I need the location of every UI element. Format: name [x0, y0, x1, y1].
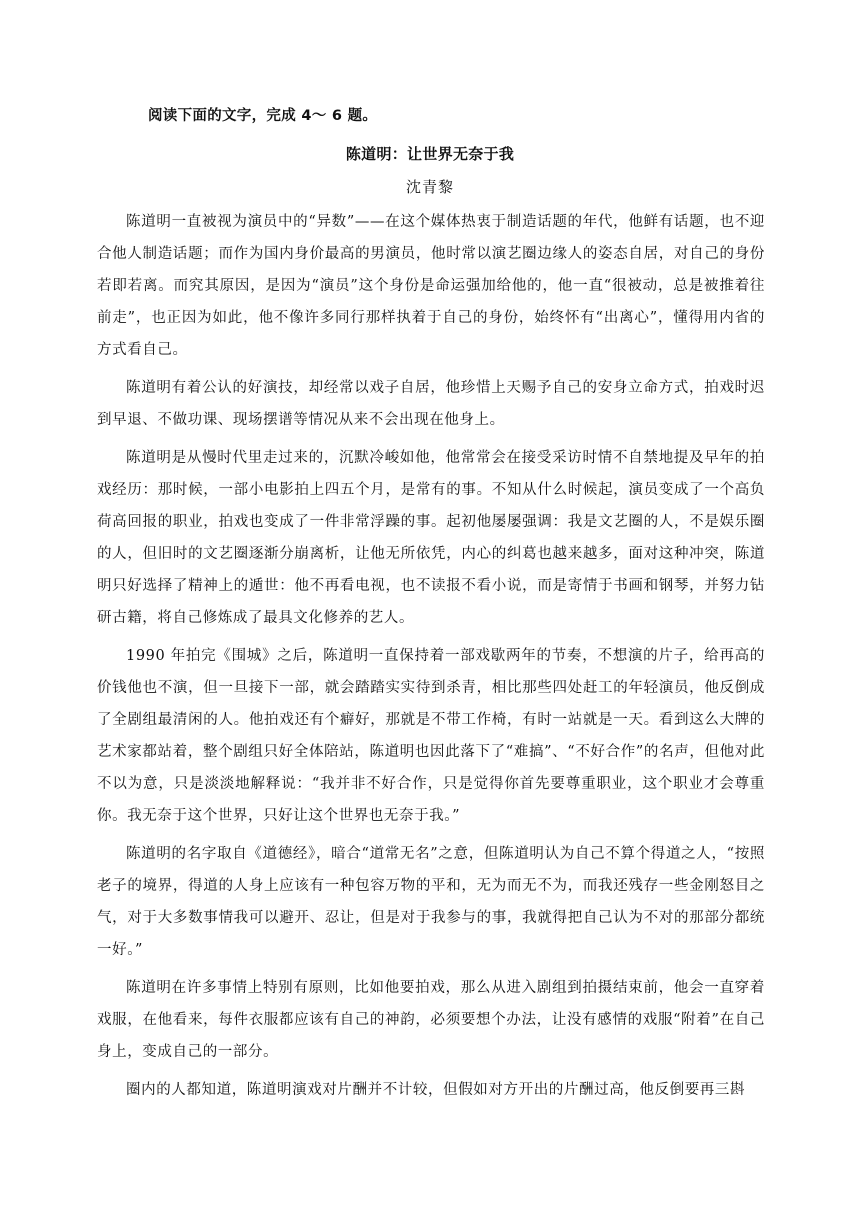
paragraph: 陈道明一直被视为演员中的“异数”——在这个媒体热衷于制造话题的年代，他鲜有话题，也不迎合他人制造话题；而作为国内身价最高的男演员，他时常以演艺圈边缘人的姿态自居，对自己的身份若即若离。而究其原因，是因为“演员”这个身份是命运强加给他的，他一直“很被动，总是被推着往前走”，也正因为如此，他不像许多同行那样执着于自己的身份，始终怀有“出离心”，懂得用内省的方式看自己。 [97, 214, 765, 358]
article-author: 沈青黎 [405, 178, 454, 196]
question-instruction: 阅读下面的文字，完成 4～ 6 题。 [148, 108, 378, 124]
article-title: 陈道明：让世界无奈于我 [345, 145, 515, 163]
paragraph: 陈道明有着公认的好演技，却经常以戏子自居，他珍惜上天赐予自己的安身立命方式，拍戏时迟到早退、不做功课、现场摆谱等情况从来不会出现在他身上。 [97, 380, 765, 428]
article-body [97, 206, 765, 1112]
paragraph: 圈内的人都知道，陈道明演戏对片酬并不计较，但假如对方开出的片酬过高，他反倒要再三斟 [126, 1082, 746, 1098]
paragraph: 陈道明在许多事情上特别有原则，比如他要拍戏，那么从进入剧组到拍摄结束前，他会一直穿着戏服，在他看来，每件衣服都应该有自己的神韵，必须要想个办法，让没有感情的戏服“附着”在自己身上，变成自己的一部分。 [97, 980, 765, 1060]
paragraph: 陈道明的名字取自《道德经》，暗合“道常无名”之意，但陈道明认为自己不算个得道之人，“按照老子的境界，得道的人身上应该有一种包容万物的平和，无为而无不为，而我还残存一些金刚怒目之气，对于大多数事情我可以避开、忍让，但是对于我参与的事，我就得把自己认为不对的那部分都统一好。” [97, 846, 765, 958]
paragraph: 1990 年拍完《围城》之后，陈道明一直保持着一部戏歇两年的节奏，不想演的片子，给再高的价钱他也不演，但一旦接下一部，就会踏踏实实待到杀青，相比那些四处赶工的年轻演员，他反倒成了全剧组最清闲的人。他拍戏还有个癖好，那就是不带工作椅，有时一站就是一天。看到这么大牌的艺术家都站着，整个剧组只好全体陪站，陈道明也因此落下了“难搞”、“不好合作”的名声，但他对此不以为意，只是淡淡地解释说：“我并非不好合作，只是觉得你首先要尊重职业，这个职业才会尊重你。我无奈于这个世界，只好让这个世界也无奈于我。” [97, 648, 765, 824]
paragraph: 陈道明是从慢时代里走过来的，沉默冷峻如他，他常常会在接受采访时情不自禁地提及早年的拍戏经历：那时候，一部小电影拍上四五个月，是常有的事。不知从什么时候起，演员变成了一个高负荷高回报的职业，拍戏也变成了一件非常浮躁的事。起初他屡屡强调：我是文艺圈的人，不是娱乐圈的人，但旧时的文艺圈逐渐分崩离析，让他无所依凭，内心的纠葛也越来越多，面对这种冲突，陈道明只好选择了精神上的遁世：他不再看电视，也不读报不看小说，而是寄情于书画和钢琴，并努力钻研古籍，将自己修炼成了最具文化修养的艺人。 [97, 450, 765, 626]
